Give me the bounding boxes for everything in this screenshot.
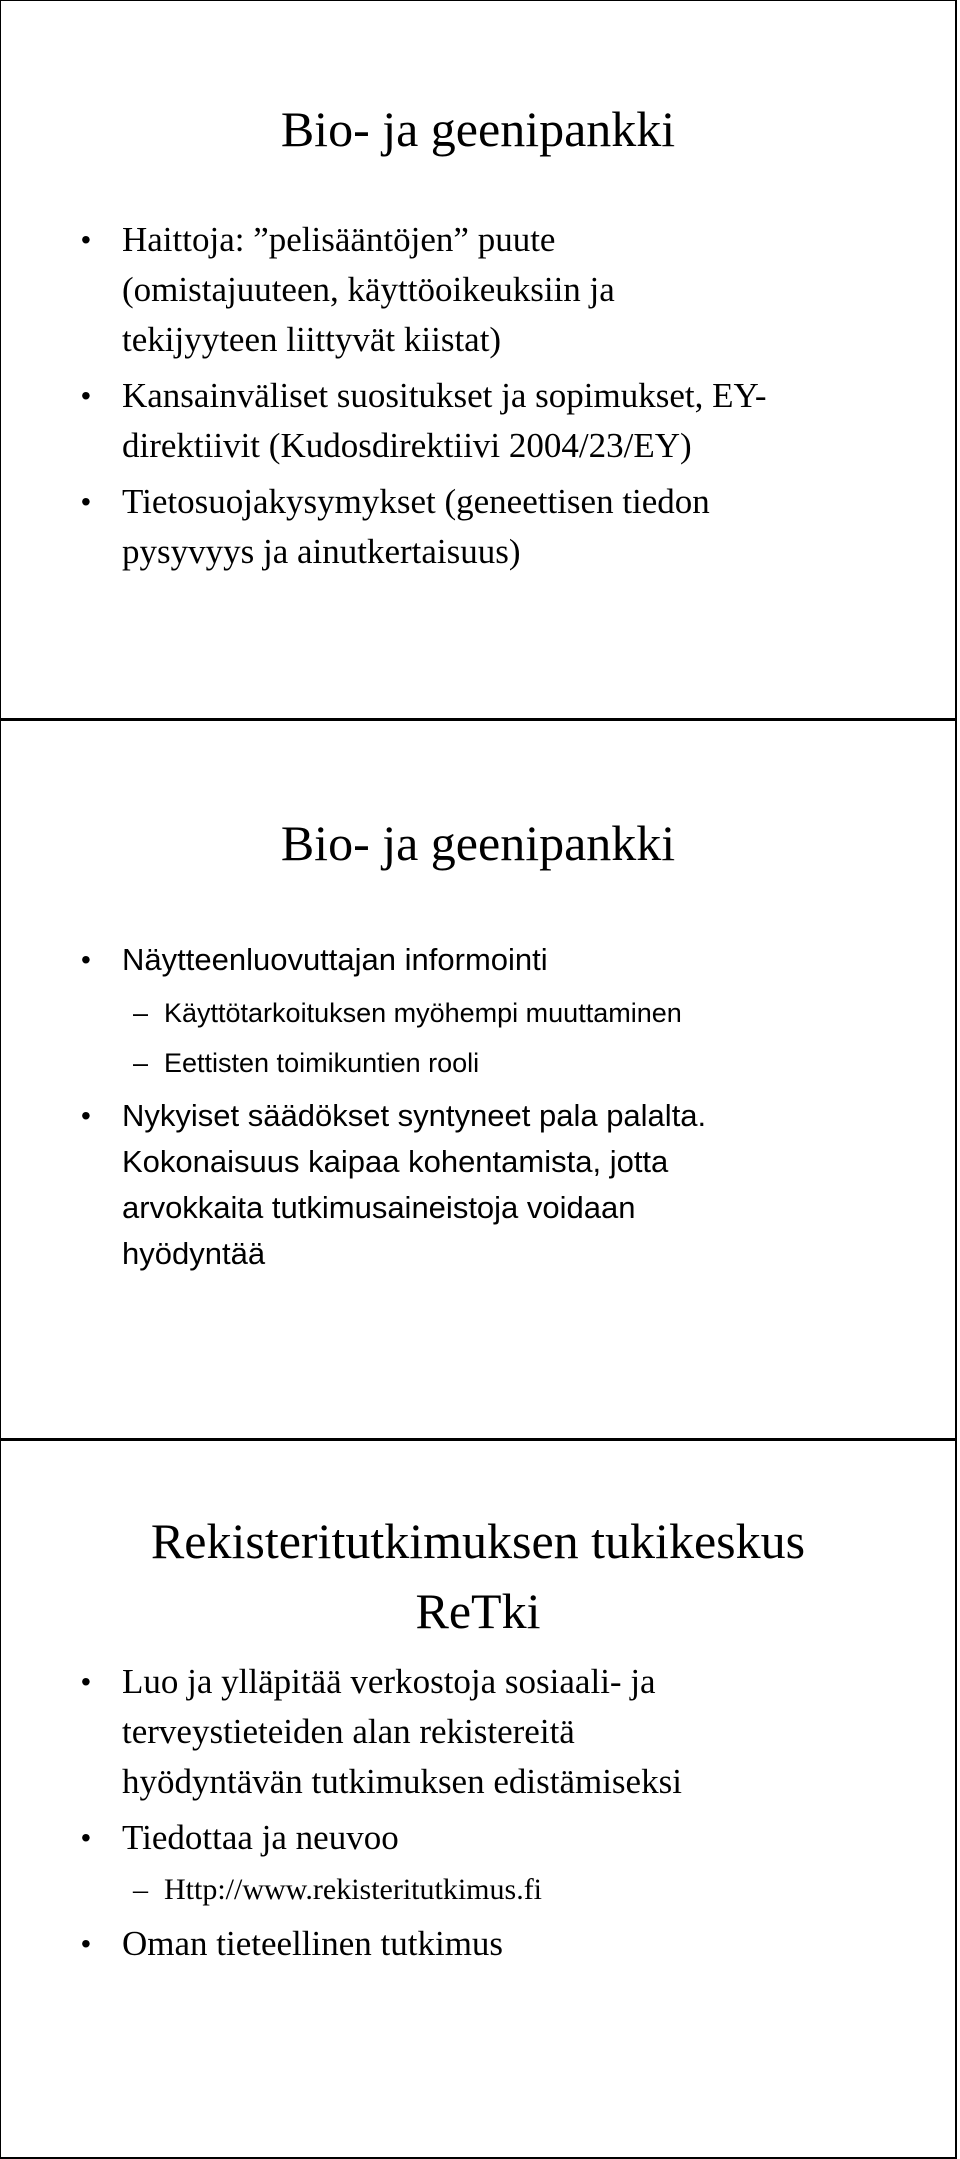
sub-bullet-item: – Käyttötarkoituksen myöhempi muuttaminen	[1, 989, 955, 1037]
dash-icon: –	[133, 1048, 149, 1078]
bullet-icon: •	[81, 224, 91, 255]
bullet-icon: •	[81, 1666, 91, 1697]
slide-2	[0, 720, 957, 1440]
bullet-list	[1, 937, 955, 1277]
bullet-item: • Kansainväliset suositukset ja sopimukset, EY- direktiivit (Kudosdirektiivi 2004/23/EY)	[1, 371, 955, 471]
slide-3	[0, 1440, 957, 2159]
bullet-item: • Tiedottaa ja neuvoo	[1, 1813, 955, 1863]
bullet-item: • Oman tieteellinen tutkimus	[1, 1919, 955, 1969]
bullet-icon: •	[81, 1822, 91, 1853]
bullet-item: • Nykyiset säädökset syntyneet pala palalta. Kokonaisuus kaipaa kohentamista, jotta arvokkaita tutkimusaineistoja voidaan hyödyntää	[1, 1093, 955, 1277]
slide-title: Bio- ja geenipankki	[280, 815, 676, 871]
bullet-list	[1, 1657, 955, 1969]
bullet-item: • Haittoja: ”pelisääntöjen” puute (omistajuuteen, käyttöoikeuksiin ja tekijyyteen liittyvät kiistat)	[1, 215, 955, 365]
dash-icon: –	[133, 998, 149, 1028]
slide-1	[0, 0, 957, 720]
slide-title: Bio- ja geenipankki	[280, 101, 676, 157]
sub-bullet-item: – Eettisten toimikuntien rooli	[1, 1039, 955, 1087]
bullet-item: • Luo ja ylläpitää verkostoja sosiaali- ja terveystieteiden alan rekistereitä hyödyntävän tutkimuksen edistämiseksi	[1, 1657, 955, 1807]
bullet-icon: •	[81, 486, 91, 517]
bullet-icon: •	[81, 380, 91, 411]
url-text: Http://www.rekisteritutkimus.fi	[164, 1873, 543, 1906]
dash-icon: –	[133, 1873, 148, 1906]
bullet-icon: •	[81, 944, 91, 975]
bullet-item: • Näytteenluovuttajan informointi	[1, 937, 955, 983]
sub-bullet-item	[1, 1867, 955, 1913]
bullet-icon: •	[81, 1928, 91, 1959]
bullet-icon: •	[81, 1100, 91, 1131]
slide-title: Rekisteritutkimuksen tukikeskus ReTki	[150, 1513, 806, 1639]
bullet-item: • Tietosuojakysymykset (geneettisen tiedon pysyvyys ja ainutkertaisuus)	[1, 477, 955, 577]
bullet-list	[1, 215, 955, 577]
